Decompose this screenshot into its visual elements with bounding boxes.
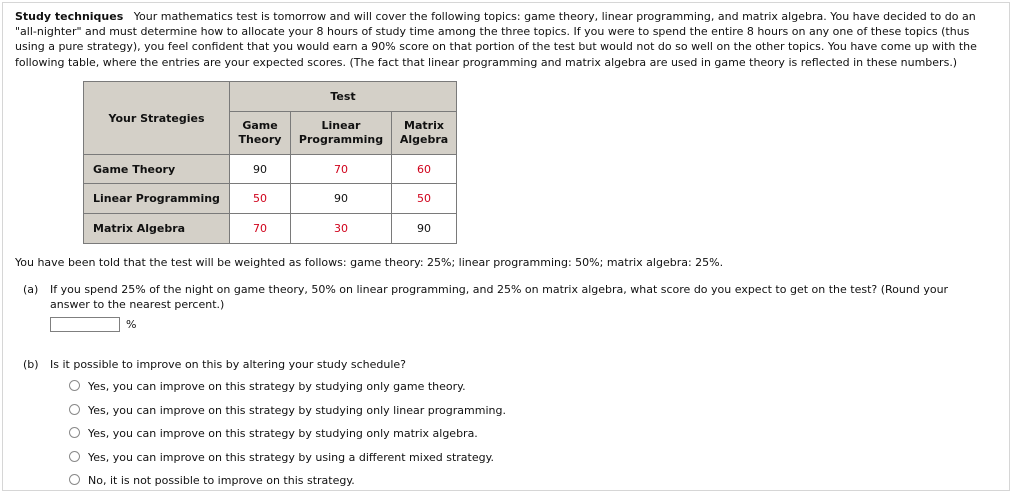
problem-intro-text: Your mathematics test is tomorrow and will cover the following topics: game theory, linear programming, and matrix algebra. You have decided to do an "all-nighter" and must determine how to allocate your 8 hours of study time among the three topics. If you were to spend the entire 8 hours on any one of these topics (thus using a pure strategy), you feel confident that you would earn a 90% score on that portion of the test but would not do so well on the other topics. You have come up with the following table, where the entries are your expected scores. (The fact that linear programming and matrix algebra are used in game theory is reflected in these numbers.) <box>15 10 977 69</box>
row-label: Linear Programming <box>84 184 230 214</box>
cell-value: 90 <box>230 155 291 184</box>
problem-intro <box>15 9 1000 70</box>
table-row <box>84 155 457 184</box>
cell-value: 90 <box>392 214 457 244</box>
radio-button[interactable] <box>69 404 80 415</box>
row-label: Game Theory <box>84 155 230 184</box>
part-a-letter: (a) <box>23 283 39 296</box>
payoff-table <box>83 81 457 244</box>
cell-value: 50 <box>392 184 457 214</box>
col-header-matrix-algebra: Matrix Algebra <box>392 112 457 155</box>
radio-button[interactable] <box>69 427 80 438</box>
radio-button[interactable] <box>69 451 80 462</box>
radio-button[interactable] <box>69 474 80 485</box>
option-label: Yes, you can improve on this strategy by studying only matrix algebra. <box>88 427 478 440</box>
problem-panel <box>2 2 1010 491</box>
option-label: No, it is not possible to improve on this strategy. <box>88 474 355 487</box>
part-b-letter: (b) <box>23 358 39 371</box>
option-label: Yes, you can improve on this strategy by using a different mixed strategy. <box>88 451 495 464</box>
col-header-linear-programming: Linear Programming <box>291 112 392 155</box>
cell-value: 70 <box>291 155 392 184</box>
score-answer-input[interactable] <box>50 317 120 332</box>
row-label: Matrix Algebra <box>84 214 230 244</box>
part-a-question: If you spend 25% of the night on game theory, 50% on linear programming, and 25% on matrix algebra, what score do you expect to get on the test? (Round your answer to the nearest percent.) <box>50 283 949 311</box>
cell-value: 60 <box>392 155 457 184</box>
cell-value: 30 <box>291 214 392 244</box>
cell-value: 90 <box>291 184 392 214</box>
cell-value: 70 <box>230 214 291 244</box>
col-header-game-theory: Game Theory <box>230 112 291 155</box>
part-b-question: Is it possible to improve on this by altering your study schedule? <box>50 358 406 371</box>
strategies-header: Your Strategies <box>84 82 230 155</box>
option-label: Yes, you can improve on this strategy by studying only game theory. <box>88 380 466 393</box>
table-row <box>84 214 457 244</box>
table-row <box>84 184 457 214</box>
option-label: Yes, you can improve on this strategy by studying only linear programming. <box>88 404 506 417</box>
radio-button[interactable] <box>69 380 80 391</box>
cell-value: 50 <box>230 184 291 214</box>
problem-title: Study techniques <box>15 10 124 23</box>
percent-unit-label: % <box>126 318 137 331</box>
weighting-text: You have been told that the test will be weighted as follows: game theory: 25%; linear programming: 50%; matrix algebra: 25%. <box>15 256 724 269</box>
test-header: Test <box>230 82 457 112</box>
